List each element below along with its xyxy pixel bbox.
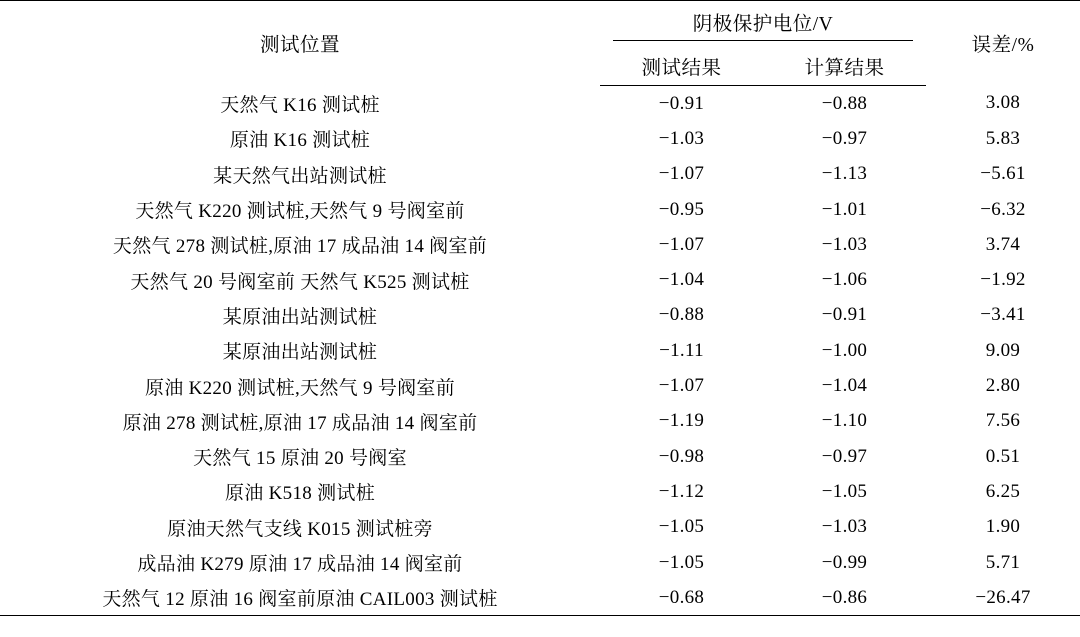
table-row [0,368,1080,403]
table-row [0,474,1080,509]
cell-test-result: −1.11 [659,339,704,361]
cell-test-result: −1.19 [658,410,705,432]
cell-error: 0.51 [985,445,1021,467]
table-row [0,510,1080,545]
cell-test-result: −1.04 [658,269,705,291]
header-test-result: 测试结果 [600,47,763,86]
cell-calc-result: −0.86 [763,580,926,616]
cell-calc-result: −1.06 [821,269,868,291]
cell-location: 某原油出站测试桩 [222,306,378,328]
table-row [0,157,1080,192]
cell-error: 6.25 [985,480,1021,502]
cell-location: 原油 278 测试桩,原油 17 成品油 14 阀室前 [122,412,478,434]
table-row [0,580,1080,616]
cell-calc-result: −1.00 [821,339,868,361]
cell-error: 3.74 [985,233,1021,255]
cell-location: 天然气 15 原油 20 号阀室 [193,448,407,470]
table-row [0,86,1080,122]
cell-calc-result: −0.97 [821,445,868,467]
cell-calc-result: −0.99 [821,551,868,573]
cell-test-result: −0.68 [600,580,763,616]
cell-location: 原油 K220 测试桩,天然气 9 号阀室前 [144,377,456,399]
cell-calc-result: −0.88 [821,92,868,114]
cell-calc-result: −0.97 [821,127,868,149]
cell-test-result: −1.05 [658,551,705,573]
table-row [0,192,1080,227]
cell-test-result: −1.07 [658,163,705,185]
cell-error: 5.71 [985,551,1021,573]
table-row [0,333,1080,368]
cell-location: 天然气 20 号阀室前 天然气 K525 测试桩 [130,271,470,293]
cell-test-result: −0.88 [658,304,705,326]
cell-calc-result: −1.03 [821,516,868,538]
table-row [0,439,1080,474]
table-row [0,545,1080,580]
header-potential-group [600,1,926,48]
cell-calc-result: −1.03 [821,233,868,255]
header-error: 误差/% [926,1,1080,86]
cell-test-result: −0.98 [658,445,705,467]
cell-location: 成品油 K279 原油 17 成品油 14 阀室前 [137,554,463,575]
cell-error: −1.92 [980,269,1026,291]
cell-location: 天然气 278 测试桩,原油 17 成品油 14 阀室前 [112,236,488,258]
cell-location: 原油天然气支线 K015 测试桩旁 [167,518,433,540]
cell-location: 原油 K16 测试桩 [229,130,371,152]
header-calc-result: 计算结果 [763,47,926,86]
cell-test-result: −1.07 [658,233,705,255]
cell-location: 原油 K518 测试桩 [224,483,376,505]
cell-test-result: −0.91 [658,92,705,114]
cell-error: 1.90 [985,516,1021,538]
header-location: 测试位置 [0,1,600,86]
table-row [0,298,1080,333]
cell-location: 天然气 K220 测试桩,天然气 9 号阀室前 [135,201,465,223]
cell-calc-result: −1.10 [821,410,868,432]
cell-error: 3.08 [985,92,1021,114]
cell-error: −6.32 [980,198,1026,220]
table-row [0,227,1080,262]
cell-calc-result: −1.01 [821,198,868,220]
cell-location: 天然气 12 原油 16 阀室前原油 CAIL003 测试桩 [0,580,600,616]
cell-error: 5.83 [985,127,1021,149]
cell-test-result: −0.95 [658,198,705,220]
cell-test-result: −1.12 [658,480,705,502]
cell-calc-result: −1.13 [821,163,868,185]
cell-location: 天然气 K16 测试桩 [220,94,380,116]
table-row [0,121,1080,156]
cell-test-result: −1.07 [658,375,705,397]
cell-location: 某天然气出站测试桩 [213,165,387,187]
cell-test-result: −1.05 [658,516,705,538]
cell-error: −5.61 [980,163,1026,185]
table-body [0,86,1080,616]
cell-calc-result: −1.04 [821,375,868,397]
cell-calc-result: −0.91 [821,304,868,326]
header-potential-group-label: 阴极保护电位/V [613,8,913,41]
cell-error: −3.41 [980,304,1026,326]
cell-calc-result: −1.05 [821,480,868,502]
cell-location: 某原油出站测试桩 [222,342,378,364]
cell-error: −26.47 [926,580,1080,616]
cell-test-result: −1.03 [658,127,705,149]
cell-error: 2.80 [985,375,1021,397]
cell-error: 9.09 [985,339,1021,361]
table-row [0,262,1080,297]
header-row-main [0,1,1080,48]
table-row [0,404,1080,439]
table-header [0,1,1080,86]
cell-error: 7.56 [985,410,1021,432]
